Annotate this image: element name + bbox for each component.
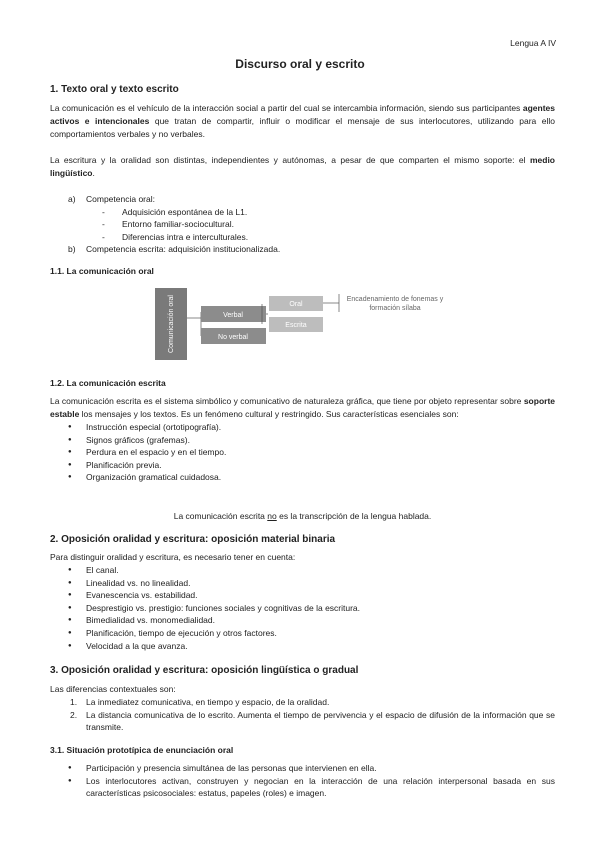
list-item: - Adquisición espontánea de la L1.	[50, 206, 555, 219]
section-1-paragraph-2	[50, 154, 555, 180]
section-2-heading: 2. Oposición oralidad y escritura: oposición material binaria	[50, 534, 336, 545]
section-1-2-note	[50, 510, 555, 523]
list-item: - Entorno familiar-sociocultural.	[50, 218, 555, 231]
course-label: Lengua A IV	[510, 38, 556, 48]
page-title: Discurso oral y escrito	[235, 57, 365, 71]
section-1-1-heading: 1.1. La comunicación oral	[50, 266, 154, 276]
diagram-root-label: Comunicación oral	[168, 295, 175, 353]
diagram-note-line-1: Encadenamiento de fonemas y	[346, 296, 444, 303]
list-item: ● Instrucción especial (ortotipografía).	[50, 421, 555, 434]
list-item: ● Bimedialidad vs. monomedialidad.	[50, 614, 555, 627]
text: .	[92, 168, 95, 178]
section-3	[50, 665, 555, 676]
list-item: ● Evanescencia vs. estabilidad.	[50, 589, 555, 602]
list-item: ● Planificación, tiempo de ejecución y otros factores.	[50, 627, 555, 640]
list-item: ● Velocidad a la que avanza.	[50, 640, 555, 653]
section-3-body	[50, 683, 555, 734]
list-item-text: La inmediatez comunicativa, en tiempo y espacio, de la oralidad.	[86, 697, 330, 707]
section-2-intro: Para distinguir oralidad y escritura, es necesario tener en cuenta:	[50, 552, 296, 562]
list-marker: 1.	[70, 697, 78, 707]
list-item: ● Perdura en el espacio y en el tiempo.	[50, 446, 555, 459]
bold-text: soporte estable	[50, 396, 555, 419]
diagram-escrita-label: Escrita	[285, 322, 307, 329]
list-marker: a)	[68, 194, 76, 204]
list-item-text: Competencia oral:	[86, 194, 155, 204]
text: La comunicación es el vehículo de la interacción social a partir del cual se intercambia información, siendo sus participantes	[50, 103, 523, 113]
diagram-note-line-2: formación sílaba	[369, 305, 421, 312]
list-item	[50, 193, 555, 206]
section-2	[50, 534, 555, 545]
list-item: - Diferencias intra e interculturales.	[50, 231, 555, 244]
text: La comunicación escrita es el sistema simbólico y comunicativo de naturaleza gráfica, que tiene por objeto representar sobre	[50, 396, 524, 406]
section-3-1-heading: 3.1. Situación prototípica de enunciación oral	[50, 745, 234, 755]
text: La comunicación escrita	[173, 511, 268, 521]
section-1-2-paragraph	[50, 395, 555, 484]
list-item: ● Linealidad vs. no linealidad.	[50, 577, 555, 590]
list-item: ● El canal.	[50, 564, 555, 577]
bold-text: medio lingüístico	[50, 155, 555, 178]
list-item: ● Planificación previa.	[50, 459, 555, 472]
section-1-1	[50, 266, 555, 276]
section-3-1-body	[50, 762, 555, 800]
list-item: ● Los interlocutores activan, construyen y negocian en la interacción de una relación interpersonal basada en sus características psicosociales: estatus, papeles (roles) e imagen.	[50, 775, 555, 800]
list-item: ● Organización gramatical cuidadosa.	[50, 471, 555, 484]
list-item-text: La distancia comunicativa de lo escrito. Aumenta el tiempo de pervivencia y el espacio de difusión de la información que se transmite.	[86, 709, 555, 733]
list-item: ● Signos gráficos (grafemas).	[50, 434, 555, 447]
underlined-text: no	[267, 511, 277, 521]
section-1-heading: 1. Texto oral y texto escrito	[50, 84, 179, 95]
list-item: ● Participación y presencia simultánea de las personas que intervienen en ella.	[50, 762, 555, 775]
bold-text: agentes activos e intencionales	[50, 103, 555, 126]
section-1-2-heading: 1.2. La comunicación escrita	[50, 378, 166, 388]
section-3-intro: Las diferencias contextuales son:	[50, 684, 176, 694]
diagram-oral-label: Oral	[289, 301, 303, 308]
competence-list	[50, 193, 555, 256]
diagram-verbal-label: Verbal	[223, 312, 243, 319]
list-item: ● Desprestigio vs. prestigio: funciones sociales y cognitivas de la escritura.	[50, 602, 555, 615]
oral-communication-diagram	[155, 288, 455, 360]
list-item	[50, 243, 555, 256]
text: que tratan de compartir, influir o modificar el mensaje de sus interlocutores, utilizando para ello comportamientos verbales y no verbales.	[50, 116, 555, 139]
text: es la transcripción de la lengua hablada.	[276, 511, 432, 521]
text: los mensajes y los textos. Es un fenómeno cultural y restringido. Sus características esenciales son:	[79, 409, 459, 419]
text: La escritura y la oralidad son distintas, independientes y autónomas, a pesar de que comparten el mismo soporte: el	[50, 155, 530, 165]
section-2-body	[50, 551, 555, 652]
list-item	[50, 709, 555, 734]
list-marker: 2.	[70, 709, 78, 720]
section-3-1	[50, 745, 555, 755]
section-3-heading: 3. Oposición oralidad y escritura: oposición lingüística o gradual	[50, 665, 359, 676]
section-1	[50, 84, 555, 95]
section-1-paragraph-1	[50, 102, 555, 141]
list-item	[50, 696, 555, 709]
list-marker: b)	[68, 244, 76, 255]
section-1-2	[50, 378, 555, 388]
list-item-text: Competencia escrita: adquisición institucionalizada.	[86, 244, 281, 255]
diagram-noverbal-label: No verbal	[218, 334, 248, 341]
